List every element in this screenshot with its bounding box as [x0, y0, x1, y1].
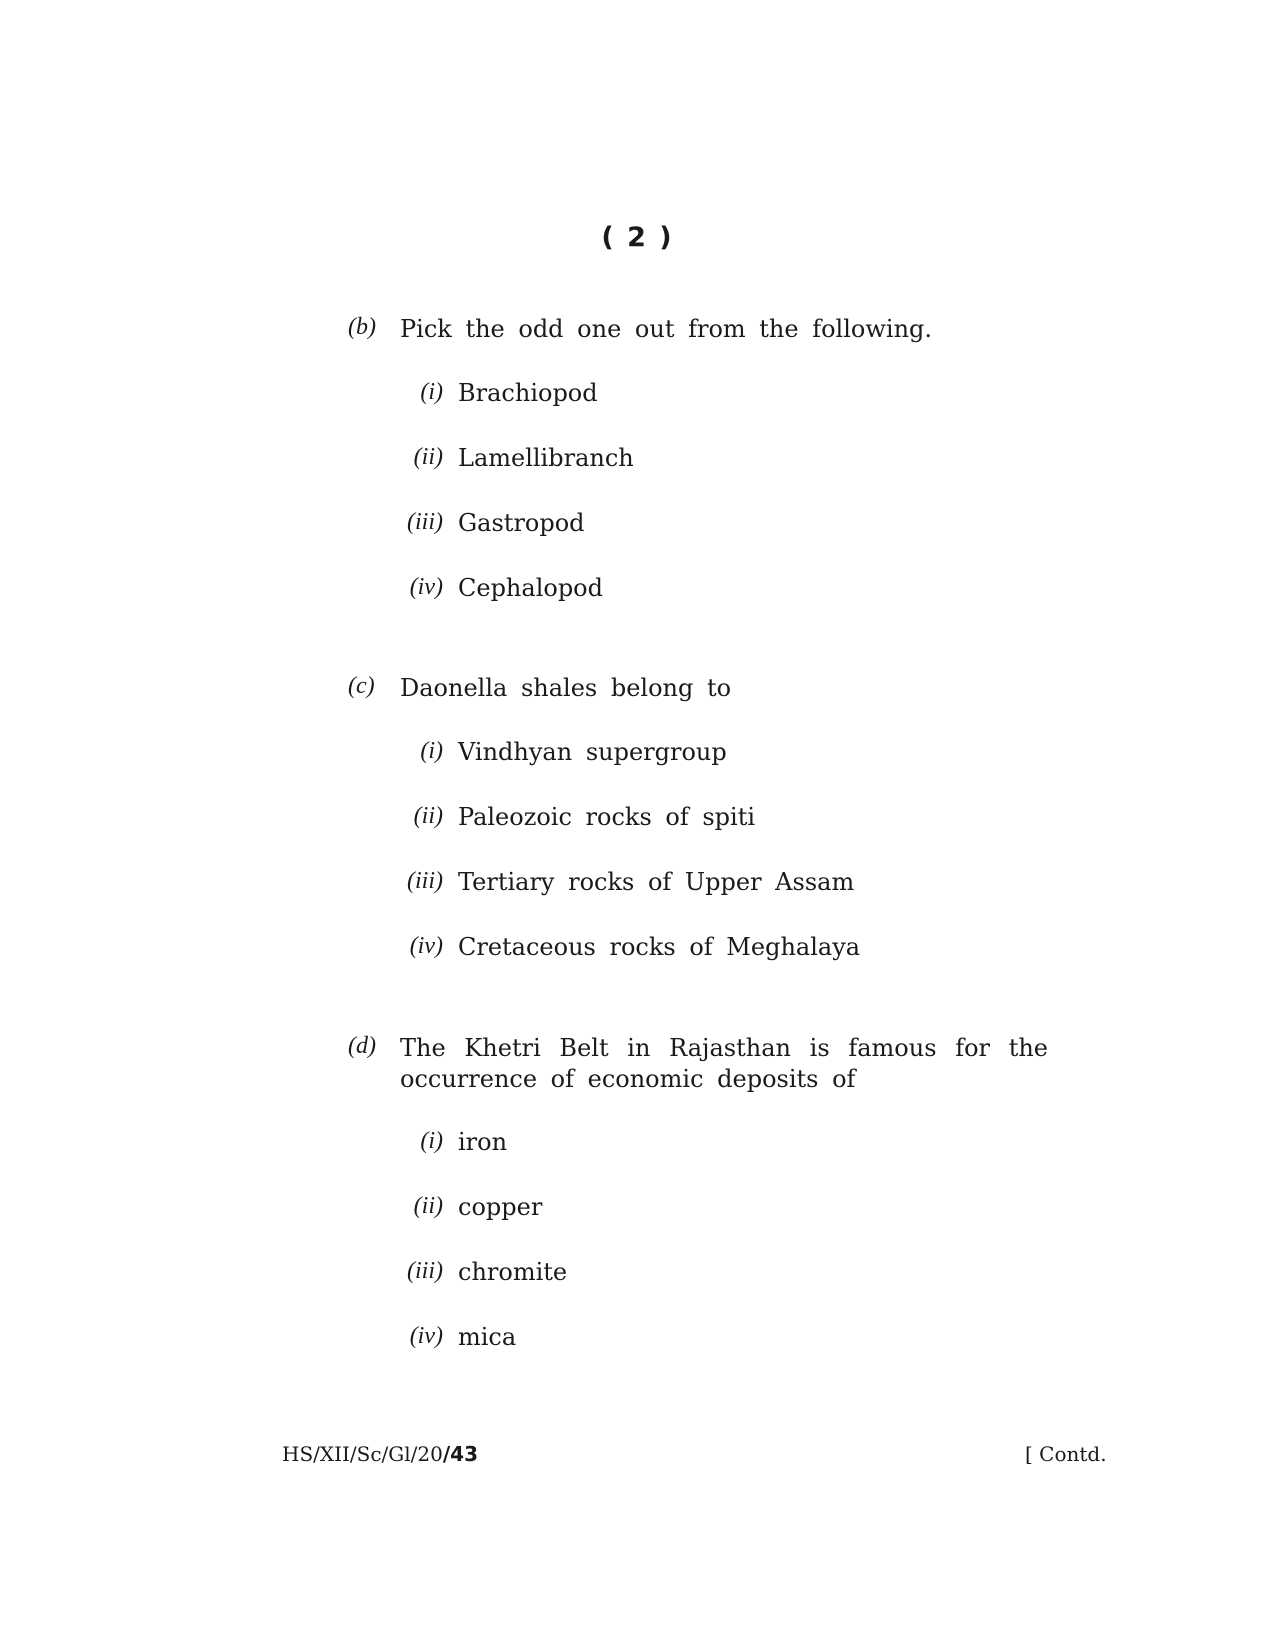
question-label: (d): [348, 1033, 376, 1059]
question-label: (b): [348, 314, 376, 340]
option-d-ii: [348, 1193, 1048, 1225]
option-label: (iii): [407, 1258, 443, 1284]
option-text: Gastropod: [458, 509, 585, 537]
option-label: (i): [420, 379, 443, 405]
option-d-i: [348, 1128, 1048, 1160]
question-label: (c): [348, 673, 375, 699]
option-label: (iv): [409, 933, 443, 959]
option-c-ii: [348, 803, 1048, 835]
option-b-ii: [348, 444, 1048, 476]
paper-code: [282, 1442, 478, 1466]
option-label: (ii): [413, 803, 443, 829]
option-text: mica: [458, 1323, 517, 1351]
option-label: (i): [420, 1128, 443, 1154]
option-d-iv: [348, 1323, 1048, 1355]
paper-code-number: /43: [442, 1442, 478, 1466]
question-text: Pick the odd one out from the following.: [400, 315, 933, 343]
paper-code-prefix: HS/XII/Sc/Gl/20: [282, 1442, 443, 1466]
option-b-i: [348, 379, 1048, 411]
option-label: (ii): [413, 444, 443, 470]
contd-note: [ Contd.: [1025, 1442, 1107, 1466]
option-text: chromite: [458, 1258, 568, 1286]
option-text: copper: [458, 1193, 543, 1221]
option-text: Cretaceous rocks of Meghalaya: [458, 933, 861, 961]
option-text: Cephalopod: [458, 574, 603, 602]
option-label: (i): [420, 738, 443, 764]
option-text: Lamellibranch: [458, 444, 634, 472]
option-text: Paleozoic rocks of spiti: [458, 803, 756, 831]
option-label: (iii): [407, 868, 443, 894]
option-c-i: [348, 738, 1048, 770]
question-text: The Khetri Belt in Rajasthan is famous for the occurrence of economic deposits of: [400, 1034, 1048, 1093]
option-d-iii: [348, 1258, 1048, 1290]
option-c-iii: [348, 868, 1048, 900]
option-text: iron: [458, 1128, 508, 1156]
question-text: Daonella shales belong to: [400, 674, 732, 702]
option-b-iii: [348, 509, 1048, 541]
page-number: ( 2 ): [601, 222, 674, 253]
option-text: Vindhyan supergroup: [458, 738, 727, 766]
option-label: (iv): [409, 1323, 443, 1349]
option-label: (iii): [407, 509, 443, 535]
option-label: (ii): [413, 1193, 443, 1219]
option-c-iv: [348, 933, 1048, 965]
option-b-iv: [348, 574, 1048, 606]
option-text: Brachiopod: [458, 379, 598, 407]
option-label: (iv): [409, 574, 443, 600]
option-text: Tertiary rocks of Upper Assam: [458, 868, 855, 896]
